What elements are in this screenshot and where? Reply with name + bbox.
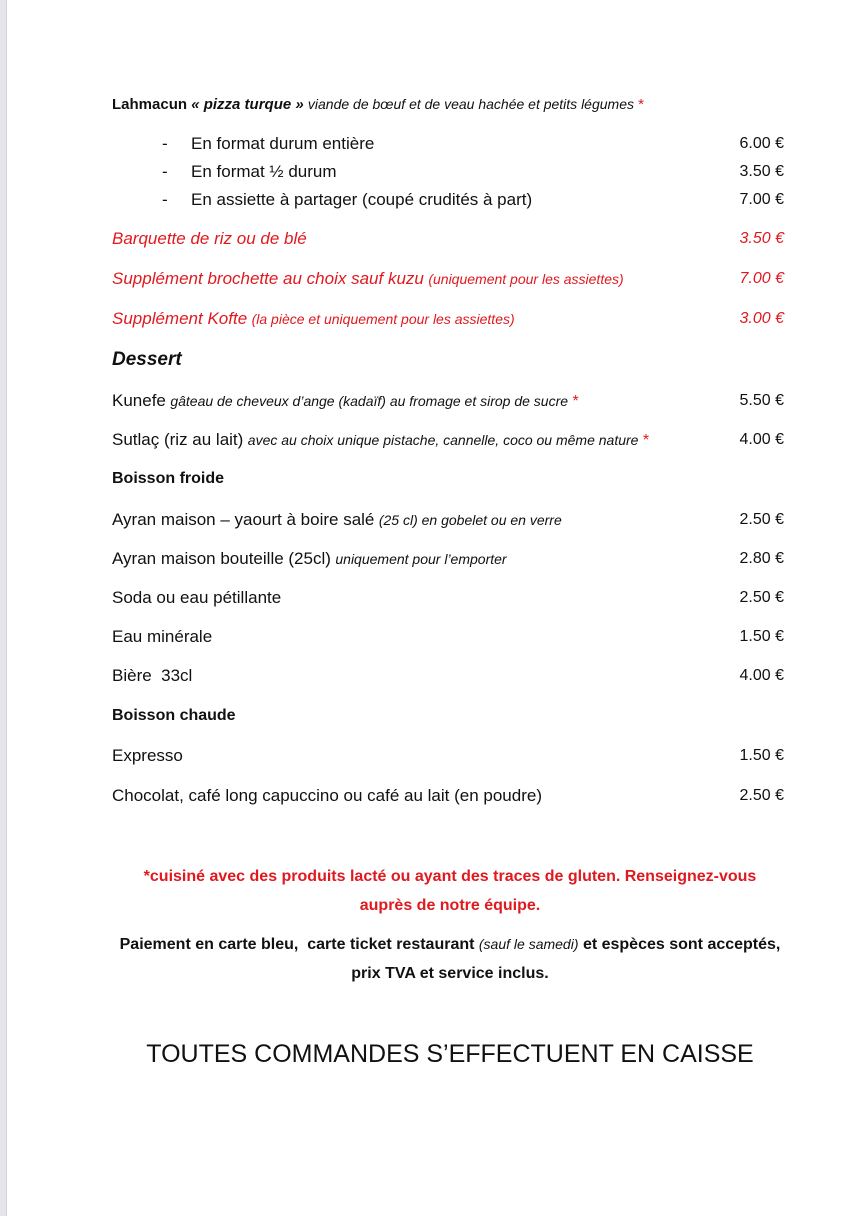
item-label: Sutlaç (riz au lait) (112, 430, 244, 449)
extra-price: 7.00 € (739, 270, 784, 287)
order-notice: TOUTES COMMANDES S’EFFECTUENT EN CAISSE (146, 1040, 754, 1068)
payment-note: (sauf le samedi) (478, 936, 579, 952)
item-price: 2.50 € (739, 787, 784, 804)
bullet: - (162, 190, 168, 209)
extra-note: (uniquement pour les assiettes) (428, 271, 624, 287)
extra-row (112, 269, 624, 289)
item-label: Eau minérale (112, 627, 213, 646)
extra-label: Supplément Kofte (112, 309, 248, 328)
dessert-item (112, 391, 579, 411)
section-title-dessert: Dessert (112, 349, 182, 370)
item-price: 4.00 € (739, 431, 784, 448)
item-label: Chocolat, café long capuccino ou café au lait (en poudre) (112, 786, 542, 805)
allergen-mark: * (642, 432, 650, 449)
extra-note: (la pièce et uniquement pour les assiettes) (251, 311, 515, 327)
option-label: En format ½ durum (191, 162, 337, 181)
lahmacun-description: viande de bœuf et de veau hachée et petits légumes (307, 96, 634, 112)
payment-text-1: Paiement en carte bleu, carte ticket restaurant (119, 936, 475, 953)
item-note: uniquement pour l’emporter (335, 551, 507, 567)
allergen-mark: * (572, 393, 579, 410)
item-note: avec au choix unique pistache, cannelle, coco ou même nature (247, 432, 639, 448)
item-label: Soda ou eau pétillante (112, 588, 282, 607)
bullet: - (162, 134, 168, 153)
item-note: gâteau de cheveux d’ange (kadaïf) au fromage et sirop de sucre (170, 393, 569, 409)
item-label: Kunefe (112, 391, 166, 410)
item-price: 2.80 € (739, 550, 784, 567)
allergen-mark: * (638, 96, 645, 113)
item-price: 4.00 € (739, 667, 784, 684)
item-label: Ayran maison bouteille (25cl) (112, 549, 331, 568)
item-label: Expresso (112, 746, 183, 765)
page-edge (0, 0, 7, 1216)
option-label: En format durum entière (191, 134, 375, 153)
drink-item (112, 510, 562, 530)
option-price: 6.00 € (739, 135, 784, 152)
payment-text-2: et espèces sont acceptés, prix TVA et service inclus. (351, 936, 781, 982)
payment-notice (110, 930, 790, 988)
extra-price: 3.50 € (739, 230, 784, 247)
extra-label: Barquette de riz ou de blé (112, 229, 307, 248)
dessert-item (112, 430, 649, 450)
lahmacun-subtitle: « pizza turque » (191, 96, 304, 113)
item-price: 1.50 € (739, 628, 784, 645)
extra-row (112, 309, 515, 329)
section-title-cold-drinks: Boisson froide (112, 470, 225, 487)
item-price: 5.50 € (739, 392, 784, 409)
extra-price: 3.00 € (739, 310, 784, 327)
item-price: 2.50 € (739, 589, 784, 606)
bullet: - (162, 162, 168, 181)
allergen-notice: *cuisiné avec des produits lacté ou ayant des traces de gluten. Renseignez-vous auprès de notre équipe. (143, 868, 757, 914)
item-label: Bière 33cl (112, 666, 193, 685)
lahmacun-heading (112, 96, 644, 113)
drink-item (112, 549, 507, 569)
option-price: 7.00 € (739, 191, 784, 208)
extra-label: Supplément brochette au choix sauf kuzu (112, 269, 424, 288)
option-price: 3.50 € (739, 163, 784, 180)
item-label: Ayran maison – yaourt à boire salé (112, 510, 375, 529)
lahmacun-name: Lahmacun (112, 96, 188, 113)
item-price: 2.50 € (739, 511, 784, 528)
option-label: En assiette à partager (coupé crudités à part) (191, 190, 533, 209)
section-title-hot-drinks: Boisson chaude (112, 707, 236, 724)
item-price: 1.50 € (739, 747, 784, 764)
item-note: (25 cl) en gobelet ou en verre (378, 512, 562, 528)
